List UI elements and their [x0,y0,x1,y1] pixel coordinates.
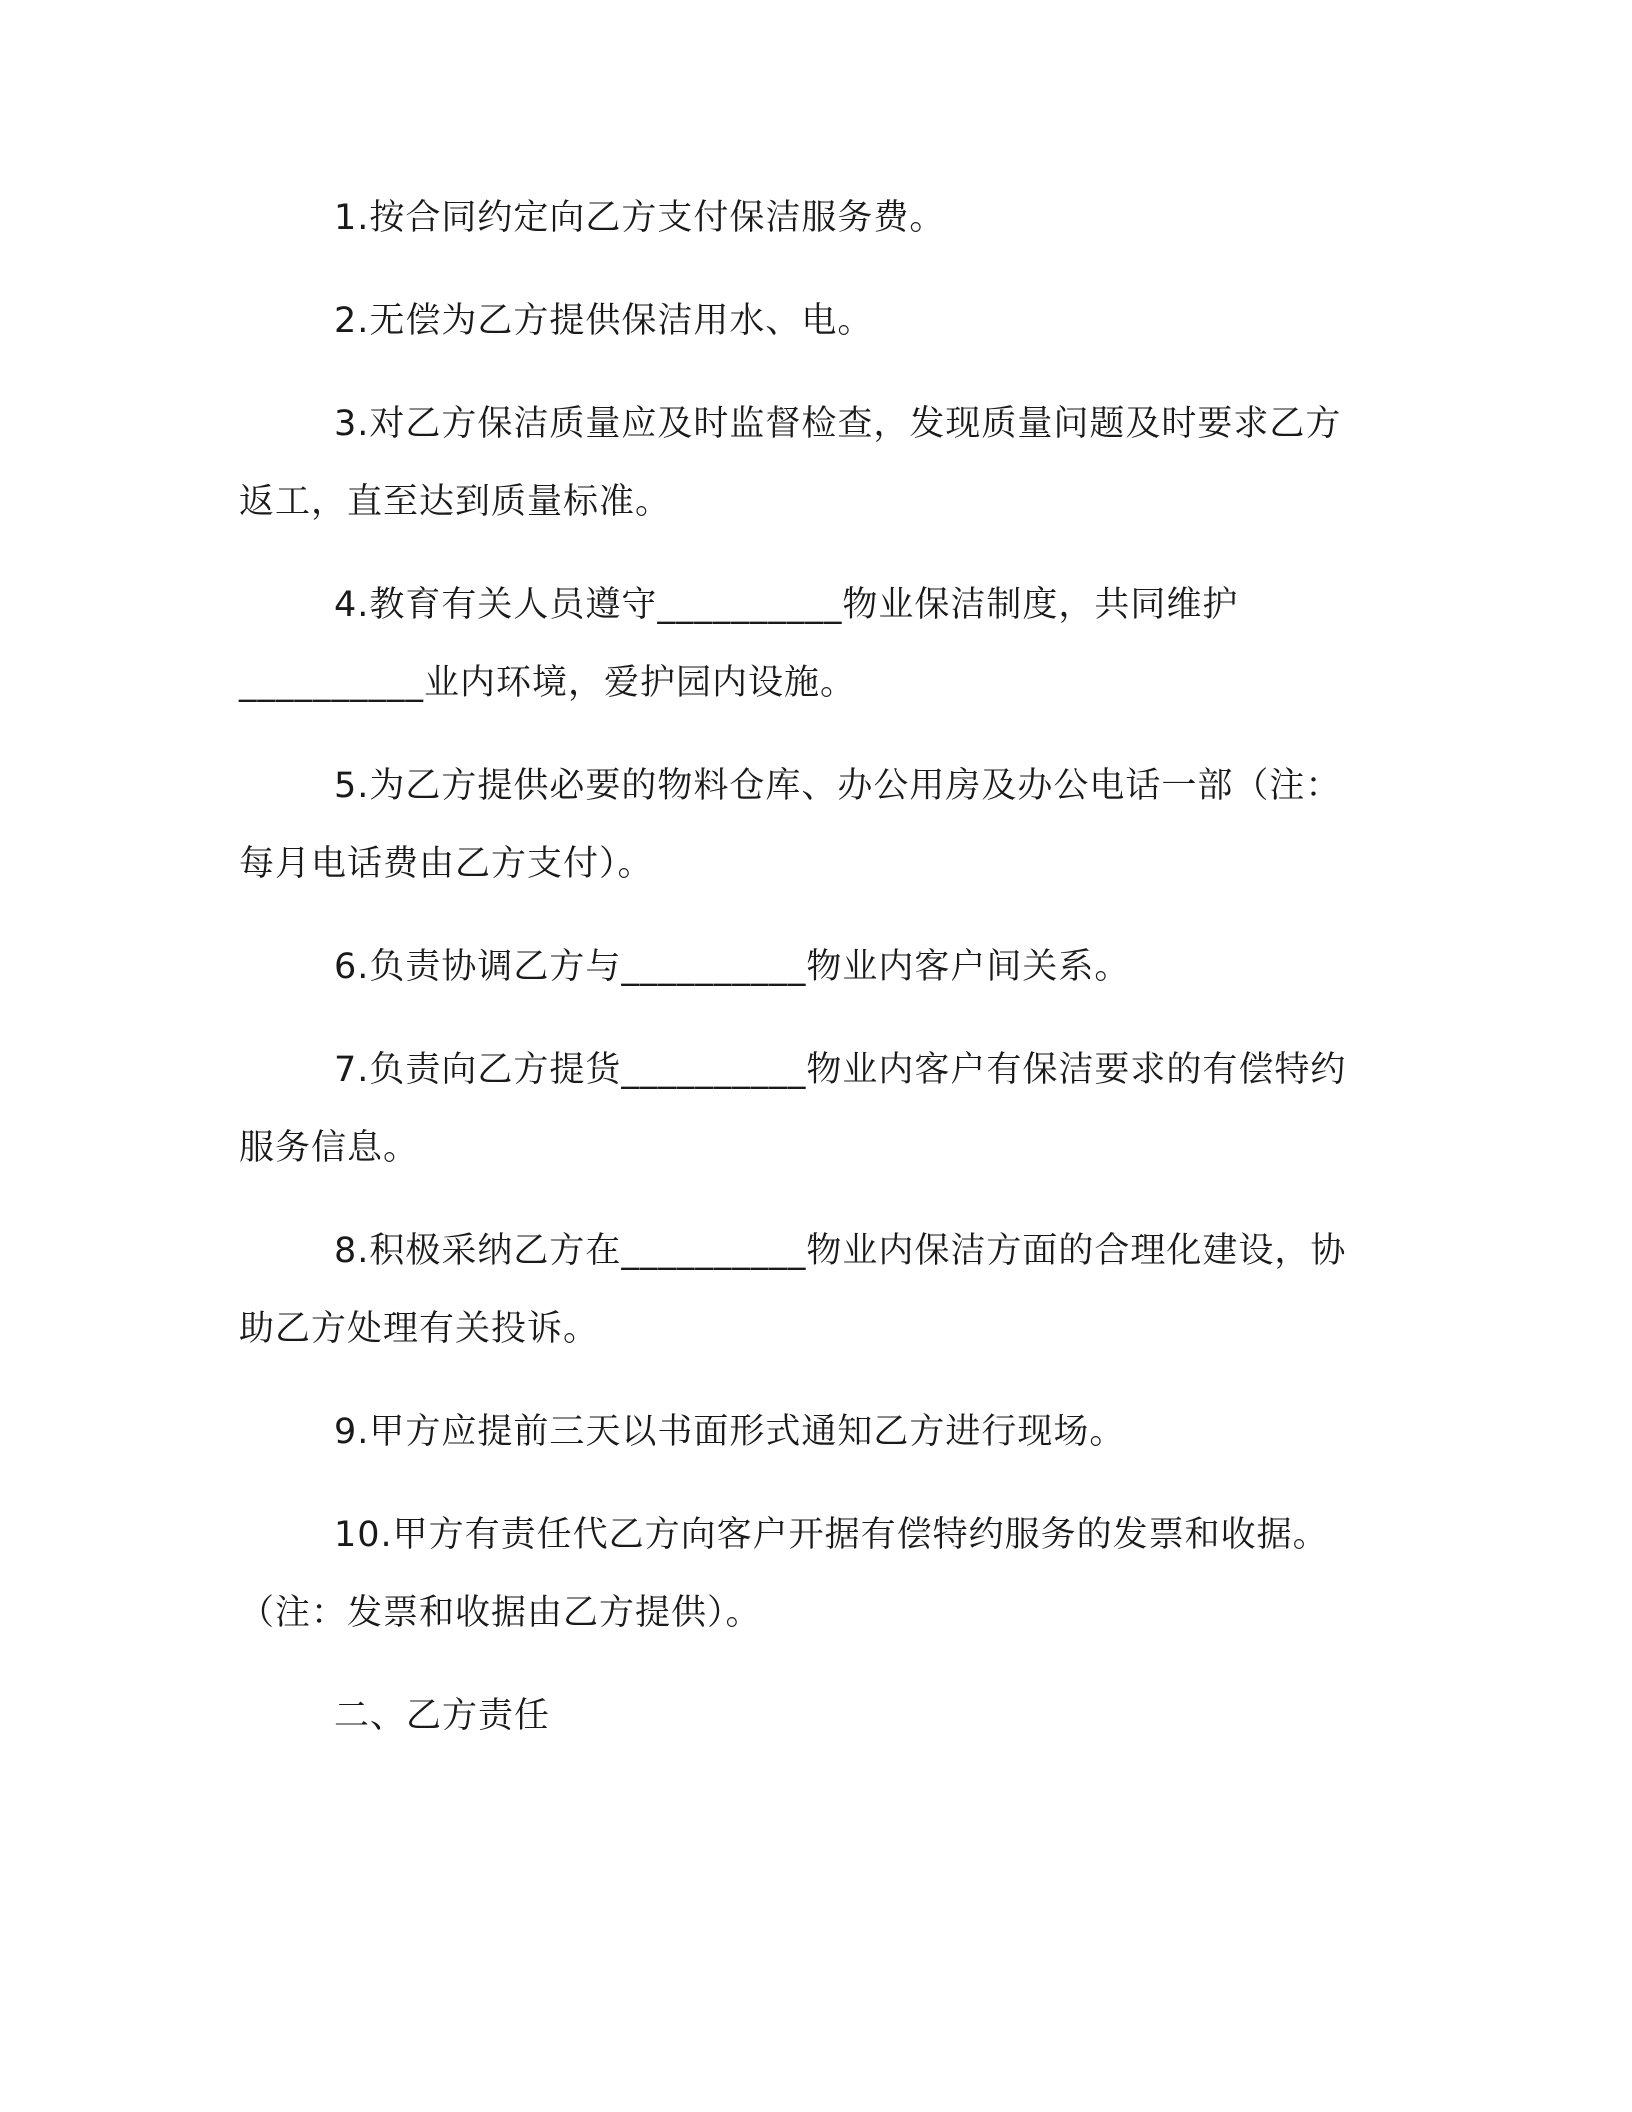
clause-8-line-2: 助乙方处理有关投诉。 [239,1309,600,1349]
clause-10-line-1: 10.甲方有责任代乙方向客户开据有偿特约服务的发票和收据。 [334,1515,1329,1555]
clause-3-line-1: 3.对乙方保洁质量应及时监督检查，发现质量问题及时要求乙方 [334,404,1342,444]
clause-2: 2.无偿为乙方提供保洁用水、电。 [334,301,874,341]
clause-7-line-2: 服务信息。 [239,1128,420,1168]
clause-6: 6.负责协调乙方与__________物业内客户间关系。 [334,947,1131,987]
clause-5-line-2: 每月电话费由乙方支付）。 [239,844,654,884]
clause-10-line-2: （注：发票和收据由乙方提供）。 [239,1593,762,1633]
clause-4-line-2: __________业内环境，爱护园内设施。 [239,663,857,703]
clause-4-line-1: 4.教育有关人员遵守__________物业保洁制度，共同维护 [334,585,1239,625]
clause-1: 1.按合同约定向乙方支付保洁服务费。 [334,198,946,238]
clause-8-line-1: 8.积极采纳乙方在__________物业内保洁方面的合理化建设，协 [334,1231,1347,1271]
clause-9: 9.甲方应提前三天以书面形式通知乙方进行现场。 [334,1412,1126,1452]
clause-3-line-2: 返工，直至达到质量标准。 [239,482,672,522]
section-heading: 二、乙方责任 [334,1696,551,1736]
clause-7-line-1: 7.负责向乙方提货__________物业内客户有保洁要求的有偿特约 [334,1050,1347,1090]
clause-5-line-1: 5.为乙方提供必要的物料仓库、办公用房及办公电话一部（注： [334,766,1342,806]
